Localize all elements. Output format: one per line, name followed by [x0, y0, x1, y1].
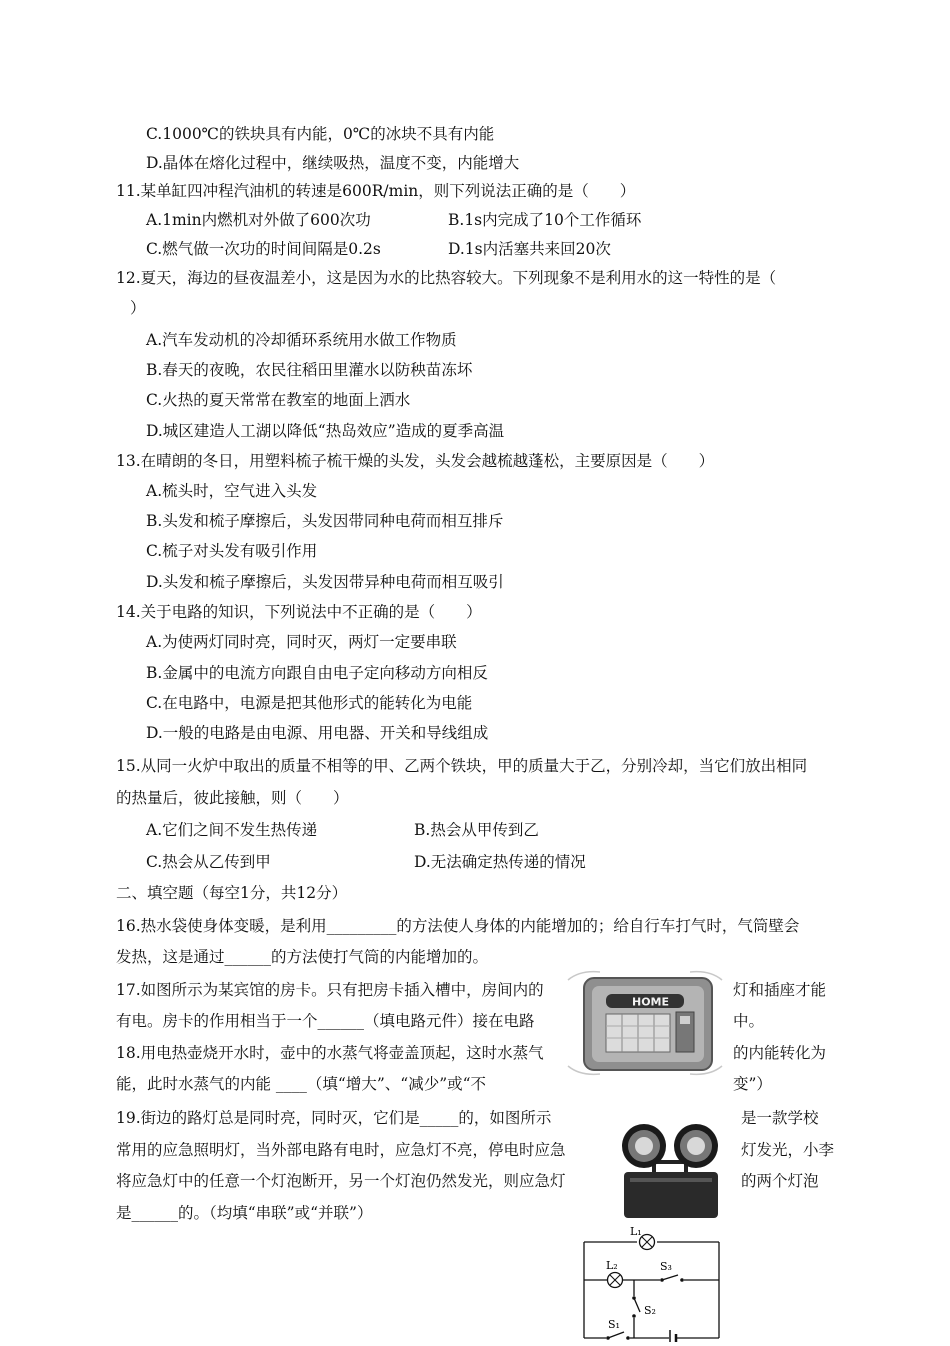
q14-option-d: D.一般的电路是由电源、用电器、开关和导线组成 [146, 724, 489, 742]
q12-option-b: B.春天的夜晚，农民往稻田里灌水以防秧苗冻坏 [146, 361, 473, 379]
q12-option-c: C.火热的夏天常常在教室的地面上洒水 [146, 391, 411, 409]
q10-option-c: C.1000℃的铁块具有内能，0℃的冰块不具有内能 [146, 125, 495, 143]
q11-option-c: C.燃气做一次功的时间间隔是0.2s [146, 240, 381, 258]
q12-stem-line1: 12.夏天，海边的昼夜温差小，这是因为水的比热容较大。下列现象不是利用水的这一特性的是（ [116, 269, 777, 287]
q13-option-c: C.梳子对头发有吸引作用 [146, 542, 318, 560]
q19-line2-left: 常用的应急照明灯，当外部电路有电时，应急灯不亮，停电时应急 [116, 1141, 566, 1159]
q19-line1-left: 19.街边的路灯总是同时亮，同时灭，它们是_____的，如图所示 [116, 1109, 552, 1127]
q19-line1-right: 是一款学校 [741, 1109, 819, 1127]
room-card-brand: HOME [632, 995, 670, 1009]
q11-stem: 11.某单缸四冲程汽油机的转速是600R/min，则下列说法正确的是（ ） [116, 182, 636, 200]
q19-line3-left: 将应急灯中的任意一个灯泡断开，另一个灯泡仍然发光，则应急灯 [116, 1172, 566, 1190]
q12-option-d: D.城区建造人工湖以降低“热岛效应”造成的夏季高温 [146, 422, 505, 440]
label-s3: S₃ [660, 1260, 672, 1273]
q17-line2-right: 中。 [733, 1012, 765, 1030]
q13-option-b: B.头发和梳子摩擦后，头发因带同种电荷而相互排斥 [146, 512, 504, 530]
q15-stem-line1: 15.从同一火炉中取出的质量不相等的甲、乙两个铁块，甲的质量大于乙，分别冷却，当它们放出相同 [116, 757, 808, 775]
q17-line1-right: 灯和插座才能 [733, 981, 827, 999]
q17-line2-left: 有电。房卡的作用相当于一个______（填电路元件）接在电路 [116, 1012, 535, 1030]
lamp-l1 [640, 1235, 655, 1250]
q19-line3-right: 的两个灯泡 [741, 1172, 819, 1190]
section-2-heading: 二、填空题（每空1分，共12分） [116, 884, 348, 902]
switch-s2 [632, 1296, 640, 1318]
q12-stem-line2: ） [130, 299, 146, 317]
q13-option-a: A.梳头时，空气进入头发 [146, 482, 318, 500]
q15-option-d: D.无法确定热传递的情况 [414, 853, 586, 871]
switch-s3 [660, 1275, 684, 1282]
label-l1: L₁ [630, 1225, 642, 1238]
q11-option-b: B.1s内完成了10个工作循环 [448, 211, 642, 229]
circuit-diagram [574, 1224, 734, 1342]
q19-line4: 是______的。（均填“串联”或“并联”） [116, 1204, 373, 1222]
q18-line2-right: 变”） [733, 1075, 772, 1093]
q19-line2-right: 灯发光，小李 [741, 1141, 835, 1159]
q14-option-a: A.为使两灯同时亮，同时灭，两灯一定要串联 [146, 633, 457, 651]
q15-option-b: B.热会从甲传到乙 [414, 821, 539, 839]
q13-option-d: D.头发和梳子摩擦后，头发因带异种电荷而相互吸引 [146, 573, 504, 591]
emergency-lamp-figure [614, 1116, 726, 1220]
q13-stem: 13.在晴朗的冬日，用塑料梳子梳干燥的头发，头发会越梳越蓬松，主要原因是（ ） [116, 452, 715, 470]
q15-option-a: A.它们之间不发生热传递 [146, 821, 318, 839]
room-card-figure [560, 966, 730, 1080]
q12-option-a: A.汽车发动机的冷却循环系统用水做工作物质 [146, 331, 457, 349]
battery [670, 1330, 676, 1342]
q11-option-a: A.1min内燃机对外做了600次功 [146, 211, 371, 229]
q18-line2-left: 能，此时水蒸气的内能 ____（填“增大”、“减少”或“不 [116, 1075, 487, 1093]
label-l2: L₂ [606, 1259, 618, 1272]
q16-line1: 16.热水袋使身体变暖，是利用_________的方法使人身体的内能增加的；给自行车打气时，气筒壁会 [116, 917, 800, 935]
q10-option-d: D.晶体在熔化过程中，继续吸热，温度不变，内能增大 [146, 154, 520, 172]
q17-line1-left: 17.如图所示为某宾馆的房卡。只有把房卡插入槽中，房间内的 [116, 981, 544, 999]
q16-line2: 发热，这是通过______的方法使打气筒的内能增加的。 [116, 948, 489, 966]
q11-option-d: D.1s内活塞共来回20次 [448, 240, 611, 258]
q18-line1-right: 的内能转化为 [733, 1044, 827, 1062]
q15-stem-line2: 的热量后，彼此接触，则（ ） [116, 789, 349, 807]
q18-line1-left: 18.用电热壶烧开水时，壶中的水蒸气将壶盖顶起，这时水蒸气 [116, 1044, 544, 1062]
label-s2: S₂ [644, 1304, 656, 1317]
q15-option-c: C.热会从乙传到甲 [146, 853, 271, 871]
q14-option-c: C.在电路中，电源是把其他形式的能转化为电能 [146, 694, 473, 712]
q14-stem: 14.关于电路的知识，下列说法中不正确的是（ ） [116, 603, 482, 621]
label-s1: S₁ [608, 1318, 620, 1331]
q14-option-b: B.金属中的电流方向跟自由电子定向移动方向相反 [146, 664, 488, 682]
switch-s1 [606, 1332, 630, 1340]
lamp-l2 [608, 1273, 623, 1288]
